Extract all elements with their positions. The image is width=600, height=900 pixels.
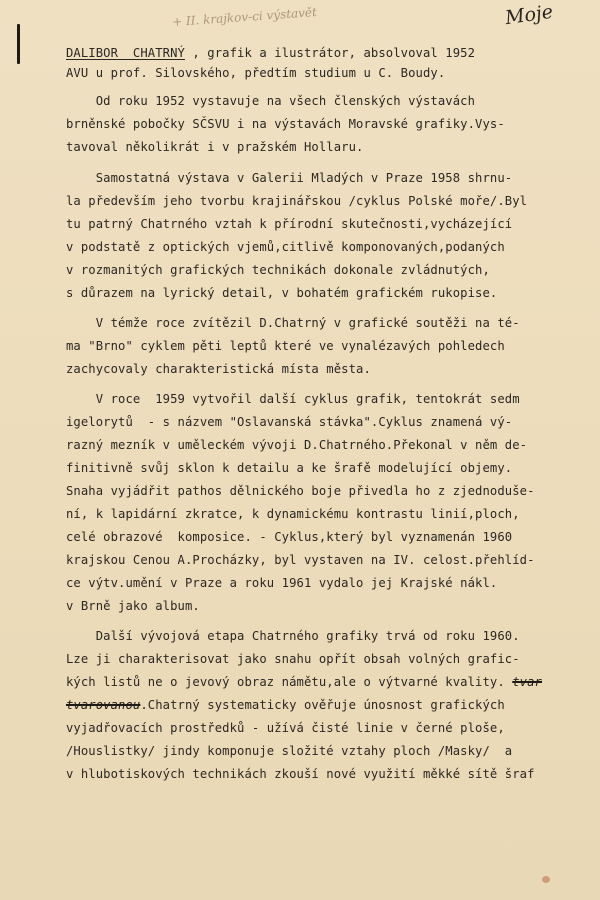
text-line [66, 285, 497, 301]
line-text: v Brně jako album. [66, 599, 200, 613]
handwritten-note-top: + II. krajkov-ci výstavět [171, 4, 318, 30]
text-line [66, 116, 505, 132]
struck-text: tvar [512, 675, 542, 689]
paper-stain [542, 876, 550, 883]
line-text: ní, k lapidární zkratce, k dynamickému kontrastu linií,ploch, [66, 507, 520, 521]
text-line [66, 575, 497, 591]
text-line [66, 697, 505, 713]
line-text: , grafik a ilustrátor, absolvoval 1952 [185, 46, 476, 60]
line-text: .Chatrný systematicky ověřuje únosnost grafických [140, 698, 505, 712]
line-text: kých listů ne o jevový obraz námětu,ale o výtvarné kvality. [66, 675, 513, 689]
line-text: Další vývojová etapa Chatrného grafiky trvá od roku 1960. [66, 629, 520, 643]
line-text: vyjadřovacích prostředků - užívá čisté linie v černé ploše, [66, 721, 505, 735]
line-text: V roce 1959 vytvořil další cyklus grafik, tentokrát sedm [66, 392, 520, 406]
text-line [66, 552, 535, 568]
line-text: v rozmanitých grafických technikách dokonale zvládnutých, [66, 263, 490, 277]
text-line [66, 65, 445, 81]
line-text: v hlubotiskových technikách zkouší nové využití měkké sítě šraf [66, 767, 535, 781]
line-text: ma "Brno" cyklem pěti leptů které ve vynalézavých pohledech [66, 339, 505, 353]
text-line [66, 743, 512, 759]
text-line [66, 193, 527, 209]
line-text: celé obrazové komposice. - Cyklus,který byl vyznamenán 1960 [66, 530, 513, 544]
line-text: krajskou Cenou A.Procházky, byl vystaven na IV. celost.přehlíd- [66, 553, 535, 567]
text-line [66, 338, 505, 354]
line-text: zachycovaly charakteristická místa města. [66, 362, 371, 376]
line-text: v podstatě z optických vjemů,citlivě komponovaných,podaných [66, 240, 505, 254]
text-line [66, 262, 490, 278]
text-line [66, 529, 512, 545]
text-line [66, 437, 527, 453]
text-line [66, 628, 520, 644]
text-line [66, 598, 200, 614]
text-line [66, 483, 535, 499]
line-text: igelorytů - s názvem "Oslavanská stávka".Cyklus znamená vý- [66, 415, 513, 429]
line-text: Lze ji charakterisovat jako snahu opřít obsah volných grafic- [66, 652, 520, 666]
line-text: brněnské pobočky SČSVU i na výstavách Moravské grafiky.Vys- [66, 117, 505, 131]
underlined-name: DALIBOR CHATRNÝ [66, 46, 185, 60]
text-line [66, 766, 535, 782]
text-line [66, 361, 371, 377]
line-text: ce výtv.umění v Praze a roku 1961 vydalo jej Krajské nákl. [66, 576, 498, 590]
line-text: Od roku 1952 vystavuje na všech členských výstavách [66, 94, 476, 108]
text-line [66, 45, 475, 61]
line-text: Samostatná výstava v Galerii Mladých v Praze 1958 shrnu- [66, 171, 513, 185]
line-text: la především jeho tvorbu krajinářskou /cyklus Polské moře/.Byl [66, 194, 528, 208]
text-line [66, 391, 520, 407]
text-line [66, 460, 512, 476]
text-line [66, 139, 364, 155]
line-text: finitivně svůj sklon k detailu a ke šrafě modelující objemy. [66, 461, 513, 475]
text-line [66, 651, 520, 667]
line-text: V témže roce zvítězil D.Chatrný v grafické soutěži na té- [66, 316, 520, 330]
line-text: /Houslistky/ jindy komponuje složité vztahy ploch /Masky/ a [66, 744, 513, 758]
handwritten-note-corner: Moje [503, 0, 555, 30]
text-line [66, 674, 542, 690]
text-line [66, 93, 475, 109]
margin-ink-mark [17, 24, 20, 64]
text-line [66, 315, 520, 331]
text-line [66, 506, 520, 522]
text-line [66, 239, 505, 255]
struck-text: tvarovanou [66, 698, 141, 712]
line-text: s důrazem na lyrický detail, v bohatém grafickém rukopise. [66, 286, 498, 300]
text-line [66, 414, 512, 430]
line-text: tavoval několikrát i v pražském Hollaru. [66, 140, 364, 154]
text-line [66, 216, 512, 232]
text-line [66, 170, 512, 186]
text-line [66, 720, 505, 736]
line-text: razný mezník v uměleckém vývoji D.Chatrného.Překonal v něm de- [66, 438, 528, 452]
line-text: Snaha vyjádřit pathos dělnického boje přivedla ho z zjednoduše- [66, 484, 535, 498]
line-text: AVU u prof. Silovského, předtím studium u C. Boudy. [66, 66, 446, 80]
line-text: tu patrný Chatrného vztah k přírodní skutečnosti,vycházející [66, 217, 513, 231]
